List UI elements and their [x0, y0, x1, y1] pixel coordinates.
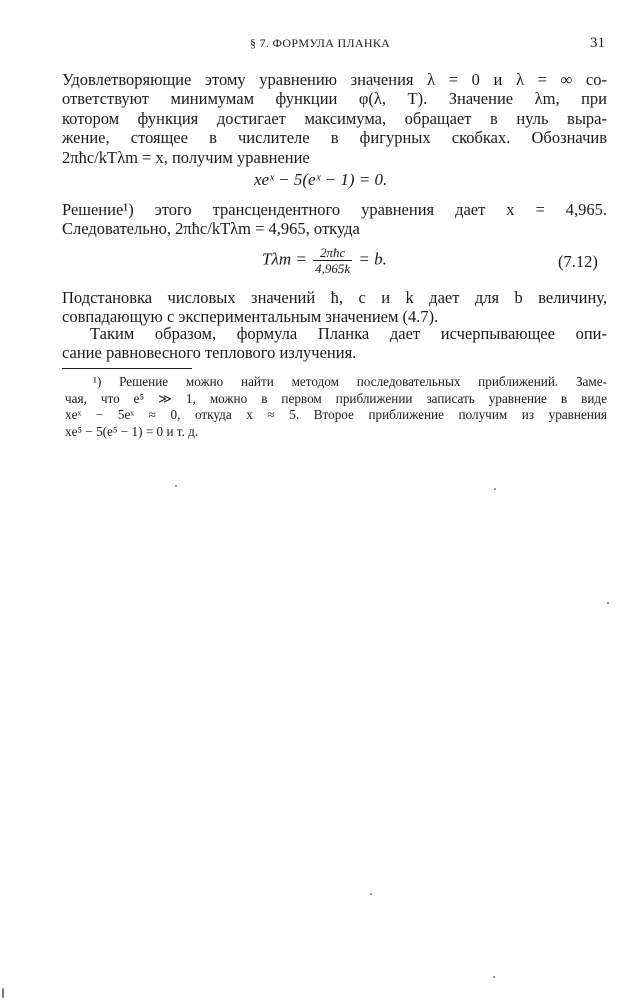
- paragraph-4: [62, 324, 607, 363]
- equation-2-rhs: = b.: [358, 249, 387, 269]
- equation-number: (7.12): [558, 252, 598, 271]
- paragraph-2: [62, 200, 607, 239]
- footnote-divider: [62, 368, 192, 369]
- paragraph-1-line: ответствуют минимумам функции φ(λ, T). Значение λm, при: [62, 89, 607, 109]
- paragraph-2-line: Решение¹) этого трансцендентного уравнения дает x = 4,965.: [62, 200, 607, 219]
- scan-speck: [494, 488, 496, 490]
- paragraph-1-line: котором функция достигает максимума, обращает в нуль выра-: [62, 108, 607, 128]
- scan-speck: [175, 485, 177, 487]
- footnote: [65, 374, 607, 440]
- equation-2-denominator: 4,965k: [315, 261, 351, 276]
- equation-2-fraction: [313, 245, 352, 276]
- footnote-line: ¹) Решение можно найти методом последовательных приближений. Заме-: [93, 374, 607, 389]
- paragraph-2-line: Следовательно, 2πħc/kTλm = 4,965, откуда: [62, 219, 360, 239]
- running-title: § 7. ФОРМУЛА ПЛАНКА: [250, 36, 391, 50]
- scan-speck: [370, 893, 372, 895]
- paragraph-1-line: Удовлетворяющие этому уравнению значения λ = 0 и λ = ∞ со-: [62, 70, 607, 89]
- paragraph-1-line: 2πħc/kTλm = x, получим уравнение: [62, 147, 310, 167]
- footnote-line: xeˣ − 5eˣ ≈ 0, откуда x ≈ 5. Второе приближение получим из уравнения: [65, 407, 607, 423]
- footnote-line: чая, что e⁵ ≫ 1, можно в первом приближении записать уравнение в виде: [65, 390, 607, 406]
- paragraph-3-line: Подстановка числовых значений ħ, c и k дает для b величину,: [62, 288, 607, 307]
- paragraph-1: [62, 70, 607, 167]
- page-number: 31: [590, 35, 605, 51]
- equation-2: [262, 245, 387, 276]
- paragraph-3-line: совпадающую с экспериментальным значением (4.7).: [62, 307, 439, 327]
- paragraph-4-line: Таким образом, формула Планка дает исчерпывающее опи-: [90, 324, 607, 343]
- equation-1: xeˣ − 5(eˣ − 1) = 0.: [254, 170, 388, 189]
- scan-speck: [607, 602, 609, 604]
- footnote-line: xe⁵ − 5(e⁵ − 1) = 0 и т. д.: [65, 423, 199, 439]
- paragraph-3: [62, 288, 607, 327]
- equation-2-numerator: 2πħc: [313, 245, 352, 261]
- paragraph-1-line: жение, стоящее в числителе в фигурных скобках. Обозначив: [62, 128, 607, 148]
- equation-2-lhs: Tλm =: [262, 249, 307, 269]
- paragraph-4-line: сание равновесного теплового излучения.: [62, 343, 357, 363]
- scan-edge-mark: [2, 988, 4, 998]
- scan-speck: [493, 976, 495, 978]
